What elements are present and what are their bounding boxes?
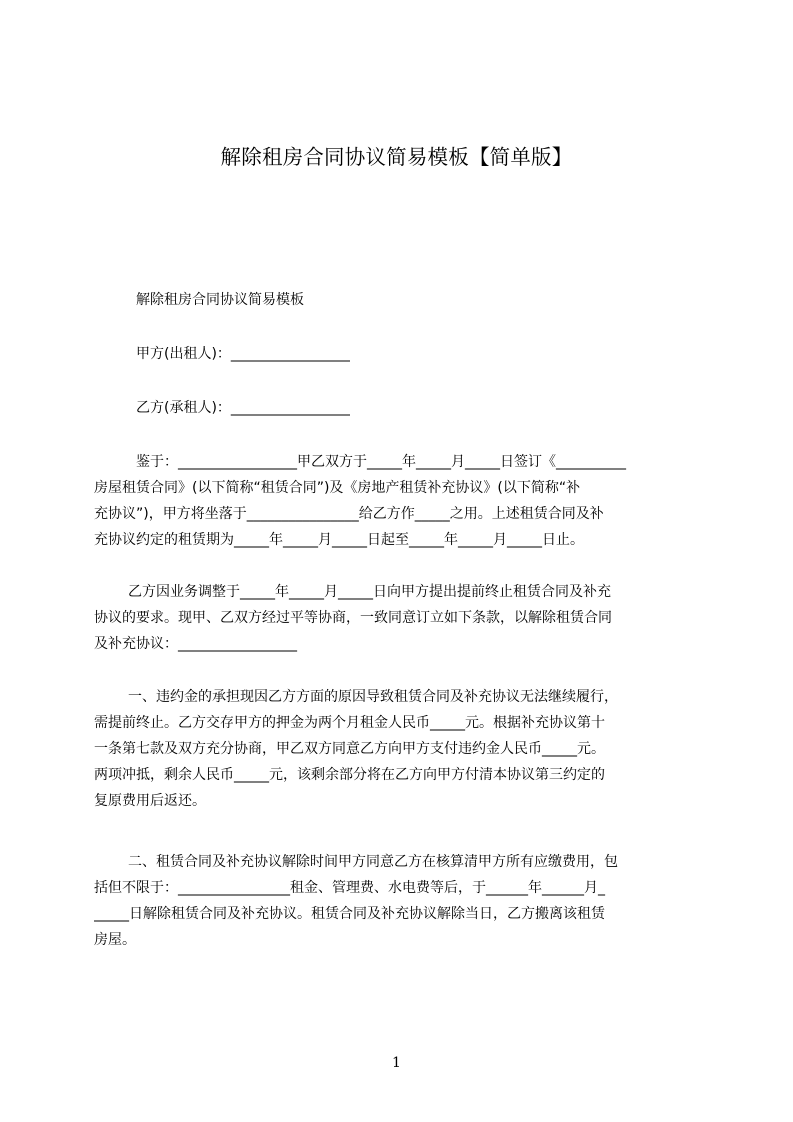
paragraph-line: 乙方因业务调整于_____年_____月_____日向甲方提出提前终止租赁合同及补充 xyxy=(100,584,611,600)
paragraph-line: 一条第七款及双方充分协商，甲乙双方同意乙方向甲方支付违约金人民币_____元。 xyxy=(94,741,605,757)
paragraph-line: 房屋。 xyxy=(94,932,136,948)
page-number: 1 xyxy=(392,1055,401,1071)
clause-two-termination-date xyxy=(94,849,700,953)
party-a-text: 甲方(出租人)：_________________ xyxy=(136,346,350,362)
paragraph-line: 房屋租赁合同》(以下简称“租赁合同”)及《房地产租赁补充协议》(以下简称“补 xyxy=(94,480,581,496)
paragraph-line: 一、违约金的承担现因乙方方面的原因导致租赁合同及补充协议无法继续履行， xyxy=(100,689,618,705)
paragraph-line: 鉴于：_________________甲乙双方于_____年_____月_____日签订《__________ xyxy=(122,454,626,470)
paragraph-line: 充协议约定的租赁期为_____年_____月_____日起至_____年_____月_____日止。 xyxy=(94,532,584,548)
paragraph-line: 二、租赁合同及补充协议解除时间甲方同意乙方在核算清甲方所有应缴费用，包 xyxy=(100,854,618,870)
paragraph-line: 复原费用后返还。 xyxy=(94,793,206,809)
paragraph-line: _____日解除租赁合同及补充协议。租赁合同及补充协议解除当日，乙方搬离该租赁 xyxy=(94,906,605,922)
paragraph-termination-request xyxy=(94,579,700,657)
paragraph-line: 括但不限于：________________租金、管理费、水电费等后，于______年______月_ xyxy=(94,880,605,896)
subtitle-line: 解除租房合同协议简易模板 xyxy=(136,292,304,308)
document-subtitle xyxy=(100,287,700,313)
party-a-line xyxy=(100,341,700,367)
paragraph-line: 需提前终止。乙方交存甲方的押金为两个月租金人民币_____元。根据补充协议第十 xyxy=(94,715,605,731)
clause-one-penalty xyxy=(94,684,700,814)
party-b-line xyxy=(100,395,700,421)
paragraph-line: 两项冲抵，剩余人民币_____元，该剩余部分将在乙方向甲方付清本协议第三约定的 xyxy=(94,767,605,783)
document-title: 解除租房合同协议简易模板【简单版】 xyxy=(220,145,573,169)
paragraph-line: 及补充协议：_________________ xyxy=(94,636,297,652)
paragraph-line: 协议的要求。现甲、乙双方经过平等协商，一致同意订立如下条款，以解除租赁合同 xyxy=(94,610,612,626)
paragraph-whereas xyxy=(94,449,700,553)
party-b-text: 乙方(承租人)：_________________ xyxy=(136,400,350,416)
paragraph-line: 充协议”)，甲方将坐落于________________给乙方作_____之用。上述租赁合同及补 xyxy=(94,506,604,522)
